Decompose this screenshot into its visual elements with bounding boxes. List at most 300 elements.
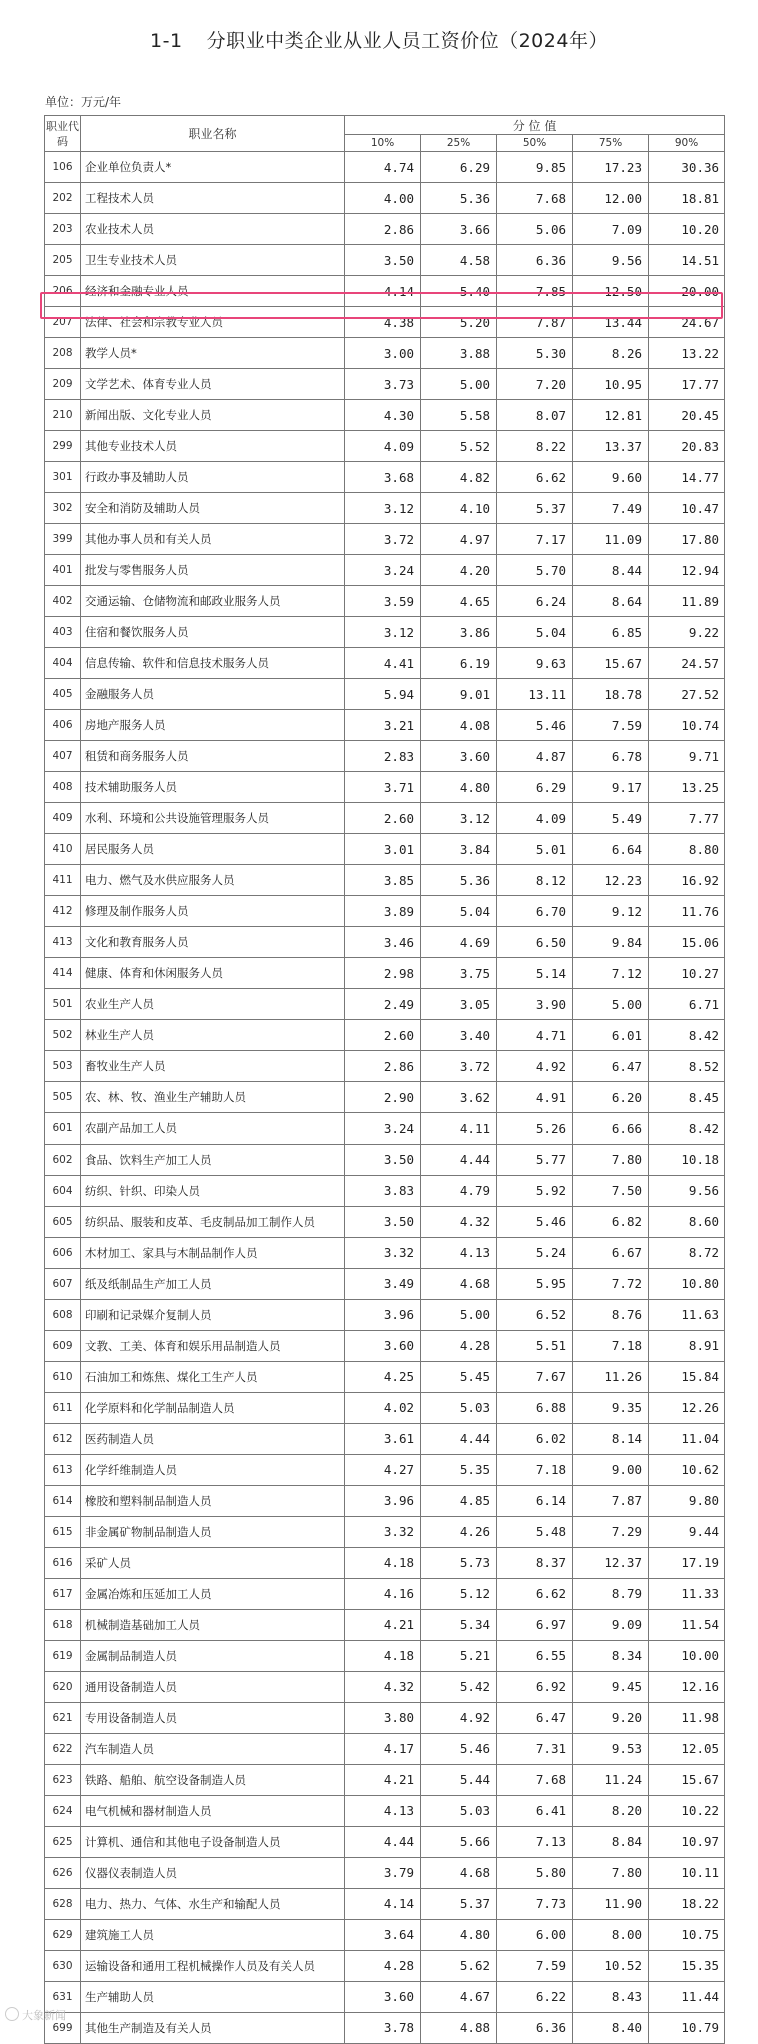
occupation-code: 623: [45, 1764, 81, 1795]
occupation-code: 505: [45, 1082, 81, 1113]
value-p10: 4.13: [345, 1795, 421, 1826]
occupation-code: 302: [45, 493, 81, 524]
table-row: [45, 834, 725, 865]
occupation-name: 租赁和商务服务人员: [81, 741, 345, 772]
value-p50: 8.07: [497, 400, 573, 431]
value-p10: 3.83: [345, 1175, 421, 1206]
table-row: [45, 1175, 725, 1206]
value-p50: 7.18: [497, 1454, 573, 1485]
value-p25: 4.44: [421, 1423, 497, 1454]
occupation-code: 614: [45, 1485, 81, 1516]
value-p10: 3.49: [345, 1268, 421, 1299]
value-p90: 9.56: [649, 1175, 725, 1206]
value-p25: 5.66: [421, 1826, 497, 1857]
value-p90: 20.45: [649, 400, 725, 431]
value-p10: 3.73: [345, 369, 421, 400]
value-p75: 8.76: [573, 1299, 649, 1330]
value-p10: 4.38: [345, 307, 421, 338]
value-p25: 5.36: [421, 865, 497, 896]
value-p90: 12.26: [649, 1392, 725, 1423]
value-p50: 6.41: [497, 1795, 573, 1826]
value-p90: 15.35: [649, 1950, 725, 1981]
occupation-name: 运输设备和通用工程机械操作人员及有关人员: [81, 1950, 345, 1981]
value-p50: 3.90: [497, 989, 573, 1020]
value-p50: 7.17: [497, 524, 573, 555]
value-p90: 11.76: [649, 896, 725, 927]
value-p10: 4.74: [345, 152, 421, 183]
value-p10: 4.17: [345, 1733, 421, 1764]
table-row: [45, 183, 725, 214]
value-p25: 4.88: [421, 2012, 497, 2043]
value-p50: 7.67: [497, 1361, 573, 1392]
value-p10: 4.14: [345, 1888, 421, 1919]
value-p25: 5.35: [421, 1454, 497, 1485]
value-p25: 4.97: [421, 524, 497, 555]
table-row: [45, 710, 725, 741]
value-p10: 4.32: [345, 1671, 421, 1702]
value-p25: 4.79: [421, 1175, 497, 1206]
occupation-name: 通用设备制造人员: [81, 1671, 345, 1702]
table-row: [45, 1733, 725, 1764]
table-row: [45, 803, 725, 834]
occupation-name: 仪器仪表制造人员: [81, 1857, 345, 1888]
value-p90: 10.22: [649, 1795, 725, 1826]
value-p75: 7.72: [573, 1268, 649, 1299]
value-p25: 4.68: [421, 1268, 497, 1299]
value-p25: 5.44: [421, 1764, 497, 1795]
value-p75: 8.00: [573, 1919, 649, 1950]
value-p10: 3.59: [345, 586, 421, 617]
value-p90: 10.80: [649, 1268, 725, 1299]
occupation-code: 601: [45, 1113, 81, 1144]
value-p75: 6.20: [573, 1082, 649, 1113]
table-row: [45, 1485, 725, 1516]
occupation-code: 611: [45, 1392, 81, 1423]
occupation-name: 新闻出版、文化专业人员: [81, 400, 345, 431]
value-p50: 5.70: [497, 555, 573, 586]
value-p90: 15.67: [649, 1764, 725, 1795]
value-p50: 6.24: [497, 586, 573, 617]
occupation-code: 605: [45, 1206, 81, 1237]
value-p50: 5.80: [497, 1857, 573, 1888]
value-p90: 18.22: [649, 1888, 725, 1919]
value-p25: 5.12: [421, 1578, 497, 1609]
value-p10: 3.96: [345, 1299, 421, 1330]
value-p50: 6.36: [497, 2012, 573, 2043]
table-row: [45, 586, 725, 617]
value-p75: 7.49: [573, 493, 649, 524]
value-p90: 11.44: [649, 1981, 725, 2012]
value-p75: 11.90: [573, 1888, 649, 1919]
value-p50: 5.77: [497, 1144, 573, 1175]
table-row: [45, 1237, 725, 1268]
value-p50: 6.62: [497, 1578, 573, 1609]
value-p50: 5.30: [497, 338, 573, 369]
value-p90: 9.80: [649, 1485, 725, 1516]
value-p25: 6.29: [421, 152, 497, 183]
occupation-code: 604: [45, 1175, 81, 1206]
value-p10: 4.21: [345, 1764, 421, 1795]
value-p75: 8.43: [573, 1981, 649, 2012]
table-row: [45, 369, 725, 400]
value-p50: 6.47: [497, 1702, 573, 1733]
table-row: [45, 400, 725, 431]
value-p75: 5.00: [573, 989, 649, 1020]
value-p75: 8.84: [573, 1826, 649, 1857]
value-p25: 4.58: [421, 245, 497, 276]
value-p25: 4.92: [421, 1702, 497, 1733]
occupation-name: 水利、环境和公共设施管理服务人员: [81, 803, 345, 834]
document-title: [0, 26, 758, 53]
value-p50: 7.31: [497, 1733, 573, 1764]
value-p50: 7.85: [497, 276, 573, 307]
value-p25: 4.67: [421, 1981, 497, 2012]
value-p50: 6.97: [497, 1609, 573, 1640]
occupation-code: 410: [45, 834, 81, 865]
value-p25: 5.45: [421, 1361, 497, 1392]
value-p90: 8.72: [649, 1237, 725, 1268]
header-p10: 10%: [345, 135, 421, 152]
occupation-code: 209: [45, 369, 81, 400]
value-p75: 11.09: [573, 524, 649, 555]
value-p25: 4.26: [421, 1516, 497, 1547]
occupation-name: 采矿人员: [81, 1547, 345, 1578]
value-p10: 2.60: [345, 1020, 421, 1051]
occupation-code: 301: [45, 462, 81, 493]
occupation-code: 607: [45, 1268, 81, 1299]
value-p10: 4.18: [345, 1547, 421, 1578]
value-p50: 6.70: [497, 896, 573, 927]
value-p10: 3.60: [345, 1330, 421, 1361]
value-p75: 8.79: [573, 1578, 649, 1609]
occupation-code: 206: [45, 276, 81, 307]
occupation-name: 电气机械和器材制造人员: [81, 1795, 345, 1826]
value-p25: 4.20: [421, 555, 497, 586]
value-p10: 3.24: [345, 555, 421, 586]
value-p50: 7.20: [497, 369, 573, 400]
value-p25: 5.62: [421, 1950, 497, 1981]
table-row: [45, 1702, 725, 1733]
value-p10: 4.28: [345, 1950, 421, 1981]
value-p75: 12.23: [573, 865, 649, 896]
occupation-code: 414: [45, 958, 81, 989]
value-p90: 11.63: [649, 1299, 725, 1330]
value-p25: 3.40: [421, 1020, 497, 1051]
value-p10: 4.30: [345, 400, 421, 431]
value-p10: 3.78: [345, 2012, 421, 2043]
value-p50: 5.01: [497, 834, 573, 865]
occupation-name: 林业生产人员: [81, 1020, 345, 1051]
value-p25: 5.42: [421, 1671, 497, 1702]
value-p75: 7.59: [573, 710, 649, 741]
wage-table: [44, 115, 725, 2044]
occupation-name: 专用设备制造人员: [81, 1702, 345, 1733]
value-p50: 6.88: [497, 1392, 573, 1423]
occupation-name: 橡胶和塑料制品制造人员: [81, 1485, 345, 1516]
value-p90: 8.42: [649, 1113, 725, 1144]
table-row: [45, 989, 725, 1020]
value-p90: 9.44: [649, 1516, 725, 1547]
value-p90: 10.47: [649, 493, 725, 524]
value-p75: 7.87: [573, 1485, 649, 1516]
occupation-name: 住宿和餐饮服务人员: [81, 617, 345, 648]
table-row: [45, 1020, 725, 1051]
occupation-name: 农业生产人员: [81, 989, 345, 1020]
value-p90: 11.89: [649, 586, 725, 617]
value-p10: 3.46: [345, 927, 421, 958]
value-p75: 8.26: [573, 338, 649, 369]
value-p10: 4.44: [345, 1826, 421, 1857]
value-p75: 6.01: [573, 1020, 649, 1051]
table-row: [45, 431, 725, 462]
value-p10: 3.50: [345, 245, 421, 276]
occupation-name: 文化和教育服务人员: [81, 927, 345, 958]
value-p50: 6.52: [497, 1299, 573, 1330]
occupation-name: 电力、热力、气体、水生产和输配人员: [81, 1888, 345, 1919]
value-p90: 20.83: [649, 431, 725, 462]
value-p90: 15.06: [649, 927, 725, 958]
occupation-name: 金属制品制造人员: [81, 1640, 345, 1671]
occupation-name: 其他办事人员和有关人员: [81, 524, 345, 555]
value-p75: 7.80: [573, 1857, 649, 1888]
occupation-code: 622: [45, 1733, 81, 1764]
table-title-text: 分职业中类企业从业人员工资价位（2024年）: [206, 30, 608, 52]
value-p10: 3.96: [345, 1485, 421, 1516]
value-p90: 9.71: [649, 741, 725, 772]
occupation-name: 非金属矿物制品制造人员: [81, 1516, 345, 1547]
value-p90: 18.81: [649, 183, 725, 214]
occupation-name: 机械制造基础加工人员: [81, 1609, 345, 1640]
value-p90: 12.05: [649, 1733, 725, 1764]
value-p90: 11.04: [649, 1423, 725, 1454]
value-p10: 3.32: [345, 1516, 421, 1547]
value-p75: 11.26: [573, 1361, 649, 1392]
value-p90: 17.80: [649, 524, 725, 555]
value-p90: 8.52: [649, 1051, 725, 1082]
value-p75: 9.12: [573, 896, 649, 927]
value-p90: 11.54: [649, 1609, 725, 1640]
value-p75: 9.35: [573, 1392, 649, 1423]
occupation-code: 413: [45, 927, 81, 958]
occupation-name: 交通运输、仓储物流和邮政业服务人员: [81, 586, 345, 617]
value-p10: 2.90: [345, 1082, 421, 1113]
occupation-code: 207: [45, 307, 81, 338]
table-row: [45, 245, 725, 276]
value-p10: 2.98: [345, 958, 421, 989]
occupation-code: 606: [45, 1237, 81, 1268]
value-p10: 3.24: [345, 1113, 421, 1144]
occupation-name: 纺织、针织、印染人员: [81, 1175, 345, 1206]
value-p10: 4.14: [345, 276, 421, 307]
value-p75: 9.60: [573, 462, 649, 493]
value-p50: 6.55: [497, 1640, 573, 1671]
table-row: [45, 958, 725, 989]
table-row: [45, 772, 725, 803]
occupation-name: 木材加工、家具与木制品制作人员: [81, 1237, 345, 1268]
table-row: [45, 1671, 725, 1702]
table-row: [45, 152, 725, 183]
table-row: [45, 1144, 725, 1175]
value-p25: 5.37: [421, 1888, 497, 1919]
table-row: [45, 1206, 725, 1237]
occupation-name: 计算机、通信和其他电子设备制造人员: [81, 1826, 345, 1857]
occupation-code: 624: [45, 1795, 81, 1826]
value-p75: 11.24: [573, 1764, 649, 1795]
occupation-code: 631: [45, 1981, 81, 2012]
value-p10: 4.41: [345, 648, 421, 679]
table-row: [45, 1764, 725, 1795]
occupation-code: 404: [45, 648, 81, 679]
occupation-code: 620: [45, 1671, 81, 1702]
value-p90: 24.57: [649, 648, 725, 679]
value-p75: 7.29: [573, 1516, 649, 1547]
value-p90: 10.97: [649, 1826, 725, 1857]
value-p10: 3.01: [345, 834, 421, 865]
value-p10: 4.25: [345, 1361, 421, 1392]
occupation-name: 信息传输、软件和信息技术服务人员: [81, 648, 345, 679]
value-p25: 9.01: [421, 679, 497, 710]
value-p75: 18.78: [573, 679, 649, 710]
occupation-code: 106: [45, 152, 81, 183]
value-p25: 5.40: [421, 276, 497, 307]
value-p10: 3.60: [345, 1981, 421, 2012]
table-row: [45, 1609, 725, 1640]
value-p75: 13.44: [573, 307, 649, 338]
value-p90: 27.52: [649, 679, 725, 710]
value-p10: 3.71: [345, 772, 421, 803]
occupation-name: 纸及纸制品生产加工人员: [81, 1268, 345, 1299]
table-row: [45, 1113, 725, 1144]
value-p90: 10.27: [649, 958, 725, 989]
occupation-name: 安全和消防及辅助人员: [81, 493, 345, 524]
table-row: [45, 679, 725, 710]
occupation-name: 经济和金融专业人员: [81, 276, 345, 307]
value-p75: 9.56: [573, 245, 649, 276]
value-p90: 8.45: [649, 1082, 725, 1113]
value-p25: 3.88: [421, 338, 497, 369]
value-p25: 4.32: [421, 1206, 497, 1237]
value-p75: 6.85: [573, 617, 649, 648]
value-p10: 3.21: [345, 710, 421, 741]
value-p25: 5.03: [421, 1392, 497, 1423]
occupation-name: 化学纤维制造人员: [81, 1454, 345, 1485]
value-p25: 3.86: [421, 617, 497, 648]
occupation-name: 生产辅助人员: [81, 1981, 345, 2012]
value-p75: 6.47: [573, 1051, 649, 1082]
table-row: [45, 1516, 725, 1547]
value-p75: 12.50: [573, 276, 649, 307]
value-p10: 3.72: [345, 524, 421, 555]
occupation-code: 208: [45, 338, 81, 369]
occupation-name: 汽车制造人员: [81, 1733, 345, 1764]
table-row: [45, 1268, 725, 1299]
occupation-code: 407: [45, 741, 81, 772]
occupation-name: 技术辅助服务人员: [81, 772, 345, 803]
occupation-code: 503: [45, 1051, 81, 1082]
value-p90: 10.75: [649, 1919, 725, 1950]
table-row: [45, 1330, 725, 1361]
value-p25: 3.62: [421, 1082, 497, 1113]
value-p50: 5.46: [497, 710, 573, 741]
value-p25: 3.66: [421, 214, 497, 245]
occupation-name: 纺织品、服装和皮革、毛皮制品加工制作人员: [81, 1206, 345, 1237]
value-p50: 7.13: [497, 1826, 573, 1857]
occupation-code: 602: [45, 1144, 81, 1175]
value-p10: 3.50: [345, 1206, 421, 1237]
table-row: [45, 555, 725, 586]
value-p50: 8.22: [497, 431, 573, 462]
header-p50: 50%: [497, 135, 573, 152]
value-p90: 14.51: [649, 245, 725, 276]
value-p10: 4.21: [345, 1609, 421, 1640]
value-p50: 5.37: [497, 493, 573, 524]
header-code: 职业代码: [45, 116, 81, 152]
value-p75: 9.20: [573, 1702, 649, 1733]
occupation-name: 医药制造人员: [81, 1423, 345, 1454]
table-row: [45, 1981, 725, 2012]
table-row: [45, 276, 725, 307]
occupation-code: 612: [45, 1423, 81, 1454]
occupation-code: 629: [45, 1919, 81, 1950]
value-p75: 6.67: [573, 1237, 649, 1268]
value-p50: 7.73: [497, 1888, 573, 1919]
occupation-code: 405: [45, 679, 81, 710]
value-p50: 7.59: [497, 1950, 573, 1981]
value-p10: 4.27: [345, 1454, 421, 1485]
table-row: [45, 1361, 725, 1392]
table-row: [45, 524, 725, 555]
watermark-logo-icon: [5, 2007, 19, 2021]
value-p50: 6.50: [497, 927, 573, 958]
value-p10: 2.86: [345, 1051, 421, 1082]
value-p25: 5.20: [421, 307, 497, 338]
table-row: [45, 617, 725, 648]
table-row: [45, 648, 725, 679]
value-p25: 4.82: [421, 462, 497, 493]
occupation-name: 印刷和记录媒介复制人员: [81, 1299, 345, 1330]
occupation-name: 农业技术人员: [81, 214, 345, 245]
value-p50: 7.68: [497, 1764, 573, 1795]
table-row: [45, 1423, 725, 1454]
occupation-code: 202: [45, 183, 81, 214]
occupation-name: 房地产服务人员: [81, 710, 345, 741]
occupation-name: 卫生专业技术人员: [81, 245, 345, 276]
header-p75: 75%: [573, 135, 649, 152]
value-p25: 4.10: [421, 493, 497, 524]
occupation-code: 610: [45, 1361, 81, 1392]
table-row: [45, 1826, 725, 1857]
value-p25: 5.36: [421, 183, 497, 214]
value-p10: 3.12: [345, 617, 421, 648]
value-p10: 2.86: [345, 214, 421, 245]
table-row: [45, 1888, 725, 1919]
table-number: 1-1: [150, 30, 183, 52]
value-p90: 8.91: [649, 1330, 725, 1361]
value-p90: 13.25: [649, 772, 725, 803]
value-p50: 8.12: [497, 865, 573, 896]
occupation-name: 修理及制作服务人员: [81, 896, 345, 927]
value-p75: 12.81: [573, 400, 649, 431]
value-p75: 10.52: [573, 1950, 649, 1981]
watermark: 大象新闻: [5, 2007, 66, 2023]
value-p25: 5.03: [421, 1795, 497, 1826]
occupation-code: 699: [45, 2012, 81, 2043]
value-p25: 4.85: [421, 1485, 497, 1516]
value-p75: 9.45: [573, 1671, 649, 1702]
value-p50: 5.24: [497, 1237, 573, 1268]
value-p90: 24.67: [649, 307, 725, 338]
occupation-code: 412: [45, 896, 81, 927]
